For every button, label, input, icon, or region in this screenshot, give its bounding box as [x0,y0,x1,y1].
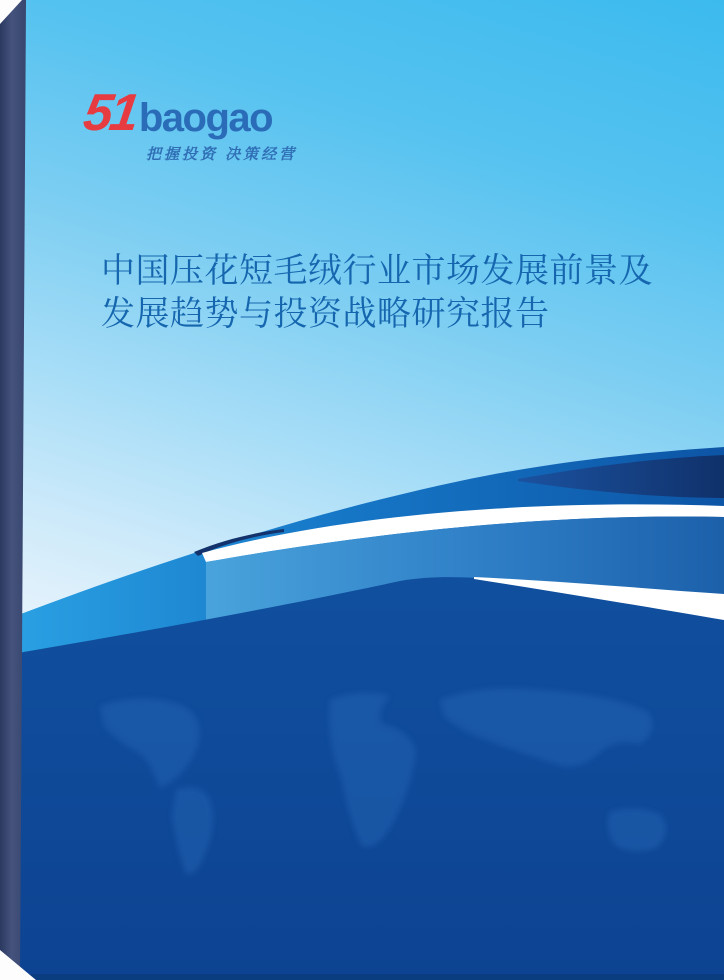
logo-tagline: 把握投资 决策经营 [146,145,298,163]
logo-mark-51: 51 [80,84,141,142]
report-title-line2: 发展趋势与投资战略研究报告 [101,295,550,333]
report-title [101,250,681,336]
bottom-edge-strip [0,974,724,980]
logo-name-baogao: baogao [138,95,273,140]
brand-logo [80,84,298,164]
brand-logo-row [80,84,297,142]
report-title-line1: 中国压花短毛绒行业市场发展前景及 [101,252,653,290]
